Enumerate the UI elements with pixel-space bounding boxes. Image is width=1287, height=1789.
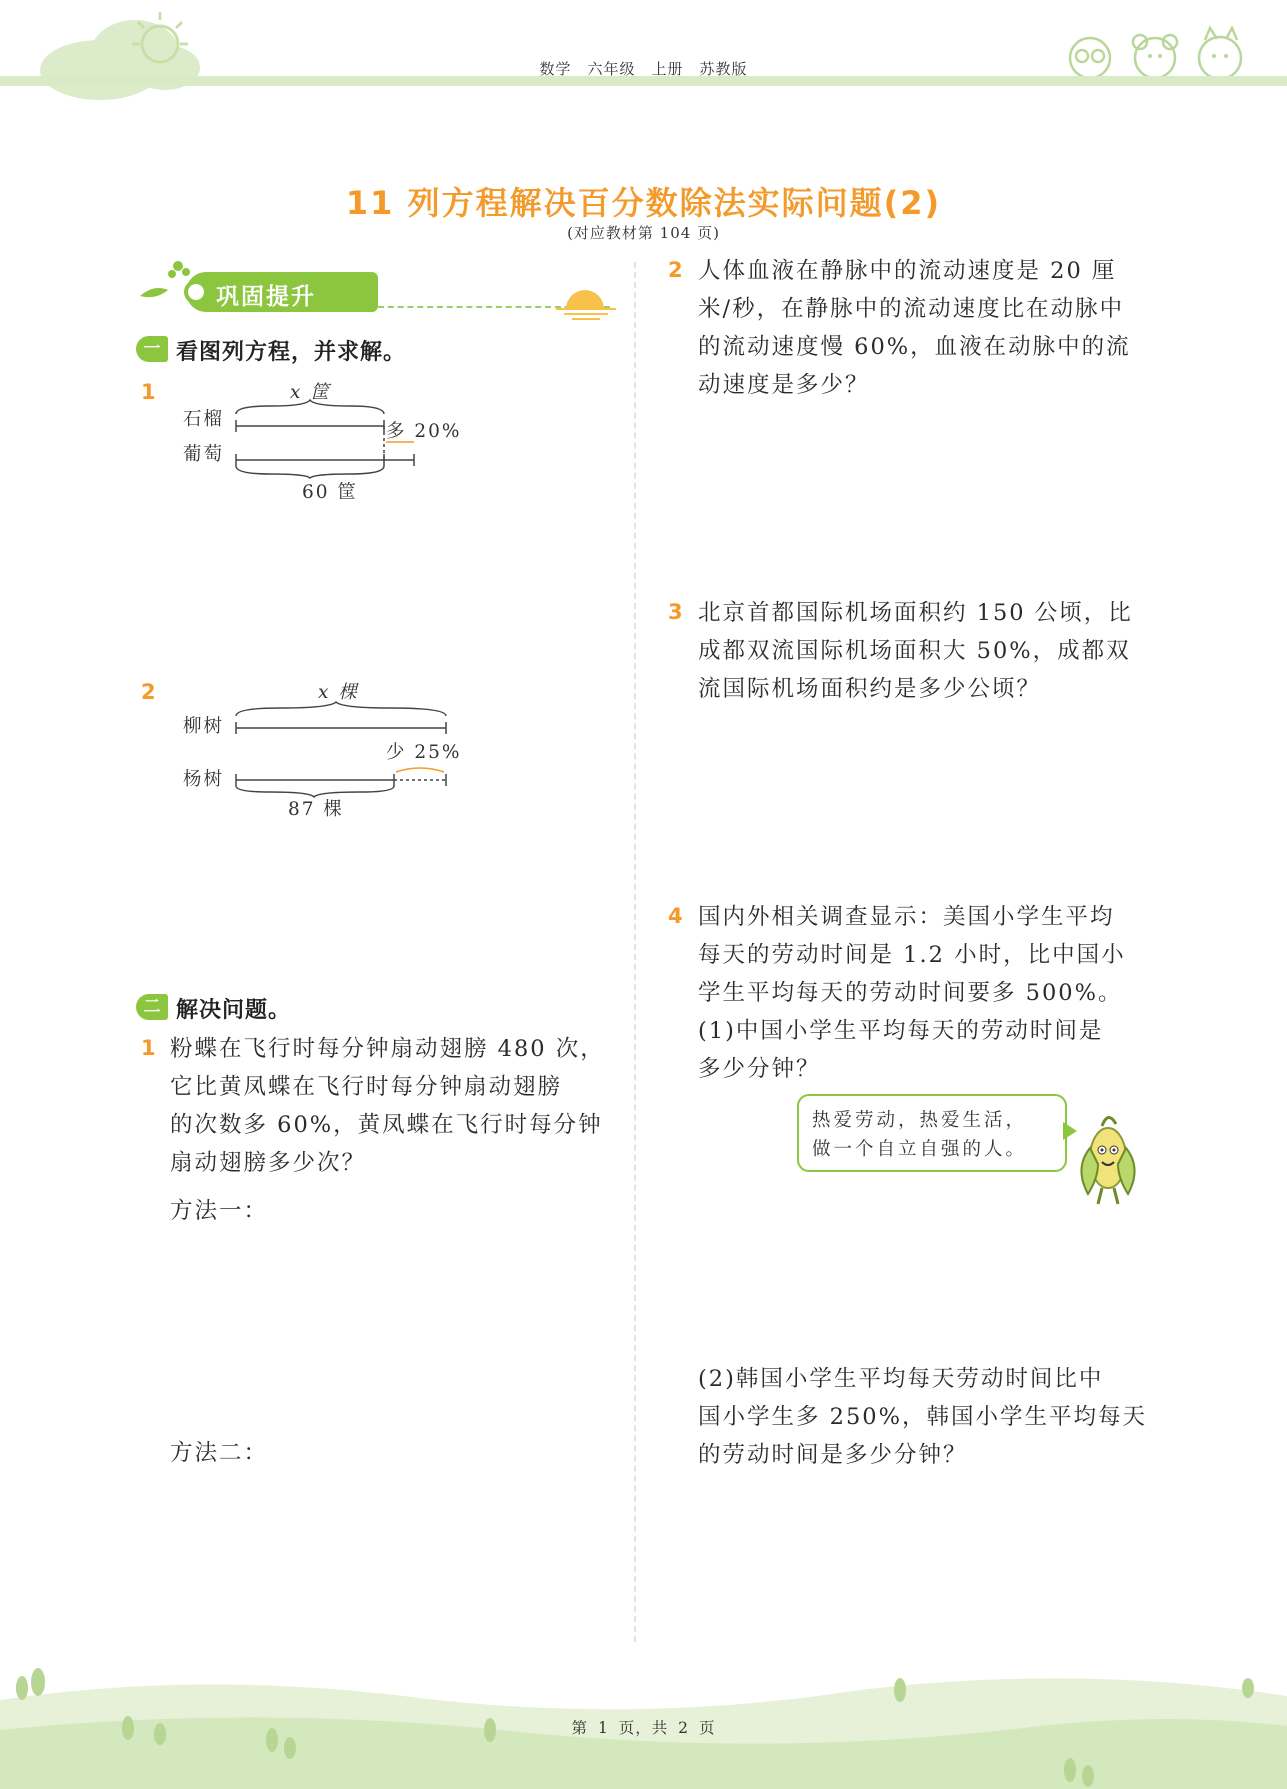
s1-q2-side-label: 少 25% [386, 742, 462, 763]
s1-q2-row2-label: 杨树 [183, 769, 225, 790]
q2-line: 米/秒，在静脉中的流动速度比在动脉中 [698, 296, 1125, 322]
page-subtitle: (对应教材第 104 页) [567, 224, 720, 242]
s1-q1-side-label: 多 20% [386, 421, 462, 442]
column-divider [634, 262, 636, 1642]
q2-line: 的流动速度慢 60%，血液在动脉中的流 [698, 334, 1131, 360]
sunset-lines-icon [556, 306, 616, 320]
s2-q1-line: 扇动翅膀多少次？ [170, 1150, 367, 1176]
s1-q2-bottom-label: 87 棵 [288, 799, 344, 820]
q2-text [698, 252, 1131, 404]
q4-part2-line: (2)韩国小学生平均每天劳动时间比中 [698, 1366, 1104, 1392]
s1-q2-segment-diagram [230, 700, 460, 800]
banner-target-icon [184, 280, 208, 304]
bubble-line: 热爱劳动，热爱生活， [812, 1110, 1028, 1131]
s2-q1-line: 它比黄凤蝶在飞行时每分钟扇动翅膀 [170, 1074, 563, 1100]
s2-q1-line: 的次数多 60%，黄凤蝶在飞行时每分钟 [170, 1112, 603, 1138]
q4-number: 4 [668, 904, 683, 928]
q3-text [698, 594, 1133, 708]
section-2-badge: 二 [136, 994, 168, 1020]
bubble-line: 做一个自立自强的人。 [812, 1139, 1028, 1160]
s1-q2-row1-label: 柳树 [183, 716, 225, 737]
q4-line: 多少分钟？ [698, 1056, 821, 1082]
corn-mascot-icon [1068, 1108, 1148, 1208]
speech-bubble-text [812, 1106, 1027, 1164]
q4-line: 每天的劳动时间是 1.2 小时，比中国小 [698, 942, 1126, 968]
s1-q1-bottom-label: 60 筐 [302, 482, 358, 503]
q4-part2-line: 的劳动时间是多少分钟？ [698, 1442, 968, 1468]
s1-q1-top-label: x 筐 [290, 382, 331, 403]
s2-q1-text [170, 1030, 605, 1182]
section-1-title: 看图列方程，并求解。 [176, 340, 407, 365]
q3-line: 成都双流国际机场面积大 50%，成都双 [698, 638, 1131, 664]
s1-q2-top-label: x 棵 [318, 682, 359, 703]
section-2-title: 解决问题。 [176, 998, 292, 1023]
q3-number: 3 [668, 600, 683, 624]
q4-part2-line: 国小学生多 250%，韩国小学生平均每天 [698, 1404, 1147, 1430]
q2-line: 人体血液在静脉中的流动速度是 20 厘 [698, 258, 1117, 284]
header-text: 数学 六年级 上册 苏教版 [539, 60, 748, 78]
q2-line: 动速度是多少？ [698, 372, 870, 398]
s1-q2-number: 2 [141, 680, 156, 704]
leaf-sprig-icon [134, 254, 194, 308]
q4-line: (1)中国小学生平均每天的劳动时间是 [698, 1018, 1104, 1044]
q2-number: 2 [668, 258, 683, 282]
q4-text [698, 898, 1126, 1088]
s2-q1-line: 粉蝶在飞行时每分钟扇动翅膀 480 次， [170, 1036, 605, 1062]
q3-line: 北京首都国际机场面积约 150 公顷，比 [698, 600, 1133, 626]
section-1-badge: 一 [136, 336, 168, 362]
method-2-label: 方法二： [170, 1440, 269, 1466]
page-footer: 第 1 页，共 2 页 [571, 1719, 716, 1737]
s1-q1-row2-label: 葡萄 [183, 444, 225, 465]
q4-line: 国内外相关调查显示：美国小学生平均 [698, 904, 1115, 930]
q4-part2-text [698, 1360, 1147, 1474]
page-title: 11 列方程解决百分数除法实际问题(2) [345, 184, 942, 222]
s1-q1-number: 1 [141, 380, 156, 404]
q3-line: 流国际机场面积约是多少公顷？ [698, 676, 1042, 702]
s1-q1-segment-diagram [230, 398, 430, 478]
s2-q1-number: 1 [141, 1036, 156, 1060]
method-1-label: 方法一： [170, 1198, 269, 1224]
banner-label: 巩固提升 [216, 284, 316, 310]
s1-q1-row1-label: 石榴 [183, 409, 225, 430]
q4-line: 学生平均每天的劳动时间要多 500%。 [698, 980, 1123, 1006]
